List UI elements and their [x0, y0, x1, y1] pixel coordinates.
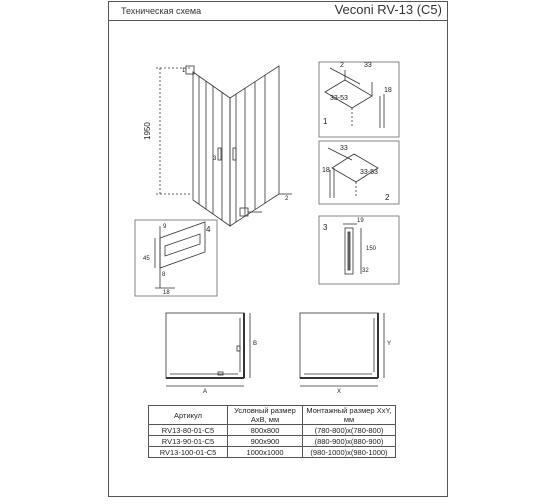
spec-header-nominal-size: Условный размер АхВ, мм [228, 406, 303, 425]
header-right-title: Veconi RV-13 (C5) [334, 2, 442, 17]
plan-right [300, 313, 384, 386]
callout-1: 1 [182, 68, 186, 74]
callout-2: 2 [285, 196, 289, 202]
detail-2-dim-c: 33-53 [360, 169, 378, 176]
detail-1-dim-b: 33 [364, 62, 372, 69]
detail-4-dim-c: 8 [162, 272, 166, 278]
spec-mounting-size: (780-800)х(780-800) [303, 425, 396, 436]
spec-article: RV13-90-01-C5 [149, 436, 228, 447]
detail-4-dim-b: 45 [143, 256, 150, 262]
table-row [149, 436, 396, 447]
spec-article: RV13-100-01-C5 [149, 447, 228, 458]
table-row [149, 447, 396, 458]
detail-4-number: 4 [206, 225, 211, 234]
detail-1-dim-d: 18 [384, 87, 392, 94]
detail-4-dim-a: 9 [163, 224, 167, 230]
detail-1-dim-c: 33-53 [330, 95, 348, 102]
spec-article: RV13-80-01-C5 [149, 425, 228, 436]
detail-2-dim-a: 33 [340, 145, 348, 152]
plan-left [166, 313, 250, 386]
detail-3-number: 3 [323, 223, 328, 232]
detail-4-dim-d: 18 [163, 290, 170, 296]
spec-mounting-size: (980-1000)х(980-1000) [303, 447, 396, 458]
spec-table [148, 405, 396, 458]
callout-3: 3 [213, 156, 217, 162]
header-left-title: Техническая схема [121, 6, 202, 16]
spec-header-mounting-size: Монтажный размер ХхY, мм [303, 406, 396, 425]
spec-nominal-size: 800х800 [228, 425, 303, 436]
detail-1-dim-a: 2 [340, 62, 344, 69]
spec-table-header-row [149, 406, 396, 425]
detail-2-number: 2 [385, 193, 390, 202]
spec-header-article: Артикул [149, 406, 228, 425]
main-view [156, 66, 292, 226]
plan-right-width-label: X [337, 389, 342, 395]
detail-2-dim-b: 18 [322, 167, 330, 174]
table-row [149, 425, 396, 436]
plan-left-depth-label: B [253, 341, 258, 347]
plan-left-width-label: A [203, 389, 208, 395]
spec-nominal-size: 1000х1000 [228, 447, 303, 458]
detail-3-dim-a: 19 [357, 218, 364, 224]
detail-1-number: 1 [323, 117, 328, 126]
detail-3 [319, 216, 399, 284]
detail-3-dim-b: 150 [366, 246, 377, 252]
plan-right-depth-label: Y [387, 341, 392, 347]
detail-3-dim-c: 32 [362, 268, 369, 274]
spec-nominal-size: 900х900 [228, 436, 303, 447]
height-dimension-label: 1950 [143, 122, 152, 140]
spec-mounting-size: (880-900)х(880-900) [303, 436, 396, 447]
